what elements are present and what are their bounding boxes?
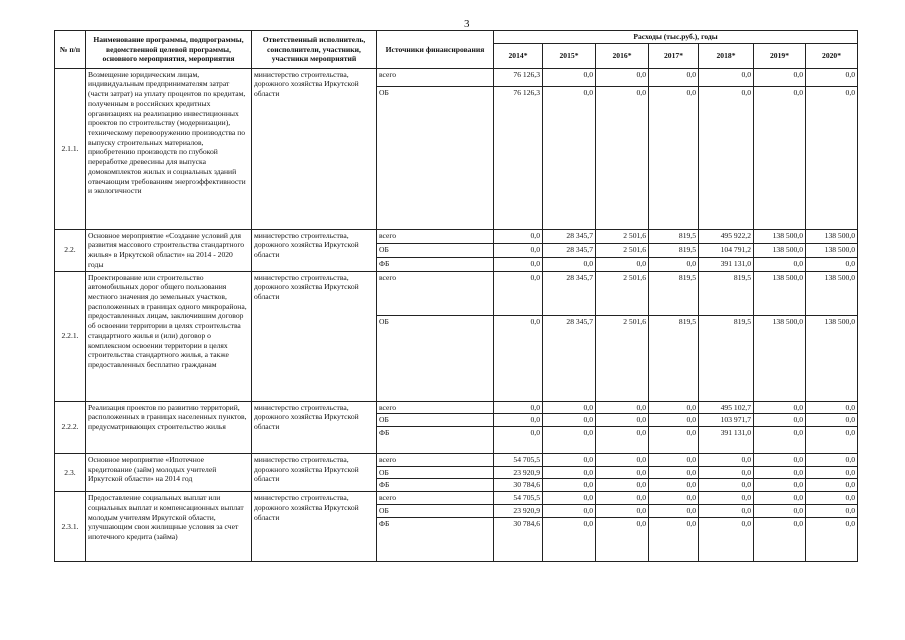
expense-value: 23 920,9 [494, 466, 543, 479]
expense-value: 391 131,0 [699, 257, 754, 271]
expense-value: 0,0 [699, 466, 754, 479]
item-number: 2.2.2. [55, 401, 86, 453]
table-row [55, 68, 858, 86]
expense-value: 0,0 [649, 466, 699, 479]
funding-source: всего [377, 492, 494, 505]
expense-value: 0,0 [543, 466, 596, 479]
expense-value: 0,0 [806, 466, 858, 479]
expense-value: 0,0 [543, 414, 596, 427]
header-name: Наименование программы, подпрограммы, ведомственной целевой программы, основного мероприятия, мероприятия [86, 31, 252, 69]
expense-value: 28 345,7 [543, 229, 596, 243]
expense-value: 0,0 [543, 479, 596, 492]
budget-table [54, 30, 858, 562]
expense-value: 0,0 [806, 427, 858, 454]
expense-value: 0,0 [754, 401, 806, 414]
expense-value: 0,0 [494, 401, 543, 414]
table-body [55, 68, 858, 561]
expense-value: 819,5 [649, 229, 699, 243]
expense-value: 0,0 [649, 454, 699, 467]
expense-value: 0,0 [596, 401, 649, 414]
expense-value: 0,0 [494, 229, 543, 243]
expense-value: 54 705,5 [494, 454, 543, 467]
item-number: 2.3.1. [55, 492, 86, 561]
year-header: 2018* [699, 43, 754, 68]
expense-value: 76 126,3 [494, 68, 543, 86]
expense-value: 0,0 [649, 479, 699, 492]
header-source: Источники финансирования [377, 31, 494, 69]
expense-value: 0,0 [754, 86, 806, 229]
expense-value: 0,0 [494, 271, 543, 315]
funding-source: ОБ [377, 86, 494, 229]
item-executor: министерство строительства, дорожного хозяйства Иркутской области [252, 68, 377, 229]
expense-value: 0,0 [754, 492, 806, 505]
header-row [55, 31, 858, 44]
expense-value: 0,0 [494, 243, 543, 257]
funding-source: всего [377, 68, 494, 86]
item-executor: министерство строительства, дорожного хозяйства Иркутской области [252, 492, 377, 561]
expense-value: 0,0 [494, 414, 543, 427]
expense-value: 0,0 [649, 68, 699, 86]
year-header: 2017* [649, 43, 699, 68]
expense-value: 0,0 [494, 315, 543, 401]
expense-value: 138 500,0 [806, 315, 858, 401]
expense-value: 0,0 [699, 86, 754, 229]
expense-value: 391 131,0 [699, 427, 754, 454]
expense-value: 0,0 [596, 504, 649, 517]
expense-value: 54 705,5 [494, 492, 543, 505]
funding-source: ОБ [377, 315, 494, 401]
item-number: 2.2. [55, 229, 86, 271]
expense-value: 0,0 [543, 492, 596, 505]
item-name: Предоставление социальных выплат или социальных выплат и компенсационных выплат молодым учителям Иркутской области, улучшающим свои жилищные условия за счет ипотечного кредита (займа) [86, 492, 252, 561]
table-row [55, 229, 858, 243]
expense-value: 0,0 [543, 454, 596, 467]
funding-source: всего [377, 229, 494, 243]
item-executor: министерство строительства, дорожного хозяйства Иркутской области [252, 229, 377, 271]
expense-value: 0,0 [806, 68, 858, 86]
expense-value: 2 501,6 [596, 229, 649, 243]
expense-value: 0,0 [806, 86, 858, 229]
item-executor: министерство строительства, дорожного хозяйства Иркутской области [252, 454, 377, 492]
expense-value: 0,0 [806, 517, 858, 561]
funding-source: ФБ [377, 517, 494, 561]
expense-value: 0,0 [543, 504, 596, 517]
expense-value: 0,0 [596, 517, 649, 561]
expense-value: 0,0 [543, 401, 596, 414]
expense-value: 28 345,7 [543, 243, 596, 257]
expense-value: 0,0 [596, 414, 649, 427]
expense-value: 138 500,0 [806, 243, 858, 257]
expense-value: 0,0 [754, 479, 806, 492]
expense-value: 495 922,2 [699, 229, 754, 243]
table-row [55, 454, 858, 467]
expense-value: 2 501,6 [596, 271, 649, 315]
header-executor: Ответственный исполнитель, соисполнители, участники, участники мероприятий [252, 31, 377, 69]
expense-value: 0,0 [596, 479, 649, 492]
expense-value: 0,0 [494, 427, 543, 454]
expense-value: 0,0 [494, 257, 543, 271]
expense-value: 0,0 [699, 68, 754, 86]
year-header: 2015* [543, 43, 596, 68]
expense-value: 0,0 [596, 68, 649, 86]
funding-source: всего [377, 271, 494, 315]
item-name: Возмещение юридическим лицам, индивидуальным предпринимателям затрат (части затрат) на уплату процентов по кредитам, полученным в российских кредитных организациях на реализацию инвестиционных проектов по строительству (модернизации), техническому перевооружению производства по выпуску строительных материалов, приобретению производств по глубокой переработке древесины для выпуска домокомплектов жилых и социальных зданий отвечающим требованиям энергоэффективности и экологичности [86, 68, 252, 229]
expense-value: 138 500,0 [806, 229, 858, 243]
item-executor: министерство строительства, дорожного хозяйства Иркутской области [252, 401, 377, 453]
item-name: Основное мероприятие «Ипотечное кредитование (займ) молодых учителей Иркутской области» на 2014 год [86, 454, 252, 492]
item-name: Реализация проектов по развитию территорий, расположенных в границах населенных пунктов, предусматривающих строительство жилья [86, 401, 252, 453]
expense-value: 0,0 [649, 517, 699, 561]
expense-value: 0,0 [806, 504, 858, 517]
expense-value: 23 920,9 [494, 504, 543, 517]
header-num: № п/п [55, 31, 86, 69]
expense-value: 0,0 [754, 68, 806, 86]
item-number: 2.3. [55, 454, 86, 492]
expense-value: 138 500,0 [806, 271, 858, 315]
expense-value: 138 500,0 [754, 229, 806, 243]
expense-value: 28 345,7 [543, 271, 596, 315]
expense-value: 0,0 [649, 504, 699, 517]
expense-value: 0,0 [754, 466, 806, 479]
item-name: Проектирование или строительство автомобильных дорог общего пользования местного значения до земельных участков, расположенных в границах одного микрорайона, предоставленных лицам, заключившим договор об освоении территории в целях строительства стандартного жилья и (или) договор о комплексном освоении территории в целях строительства стандартного жилья, а также предоставленных бесплатно гражданам [86, 271, 252, 401]
table-row [55, 401, 858, 414]
expense-value: 138 500,0 [754, 315, 806, 401]
table-row [55, 492, 858, 505]
expense-value: 0,0 [596, 492, 649, 505]
expense-value: 0,0 [754, 504, 806, 517]
expense-value: 30 784,6 [494, 479, 543, 492]
expense-value: 0,0 [596, 466, 649, 479]
expense-value: 0,0 [543, 257, 596, 271]
expense-value: 819,5 [649, 243, 699, 257]
expense-value: 0,0 [596, 427, 649, 454]
expense-value: 0,0 [649, 86, 699, 229]
expense-value: 0,0 [754, 427, 806, 454]
expense-value: 30 784,6 [494, 517, 543, 561]
funding-source: ОБ [377, 466, 494, 479]
expense-value: 0,0 [596, 257, 649, 271]
expense-value: 0,0 [699, 504, 754, 517]
expense-value: 0,0 [754, 517, 806, 561]
year-header: 2019* [754, 43, 806, 68]
year-header: 2014* [494, 43, 543, 68]
expense-value: 0,0 [543, 86, 596, 229]
expense-value: 0,0 [649, 427, 699, 454]
item-number: 2.1.1. [55, 68, 86, 229]
header-expenses: Расходы (тыс.руб.), годы [494, 31, 858, 44]
expense-value: 0,0 [543, 68, 596, 86]
page-number: 3 [464, 18, 470, 30]
expense-value: 819,5 [699, 271, 754, 315]
expense-value: 0,0 [754, 414, 806, 427]
expense-value: 0,0 [543, 517, 596, 561]
expense-value: 0,0 [699, 454, 754, 467]
expense-value: 104 791,2 [699, 243, 754, 257]
year-header: 2016* [596, 43, 649, 68]
expense-value: 0,0 [649, 401, 699, 414]
expense-value: 0,0 [543, 427, 596, 454]
expense-value: 0,0 [806, 454, 858, 467]
expense-value: 2 501,6 [596, 315, 649, 401]
expense-value: 819,5 [699, 315, 754, 401]
funding-source: ОБ [377, 243, 494, 257]
expense-value: 495 102,7 [699, 401, 754, 414]
expense-value: 0,0 [596, 454, 649, 467]
funding-source: ФБ [377, 427, 494, 454]
funding-source: ОБ [377, 414, 494, 427]
expense-value: 0,0 [806, 492, 858, 505]
item-number: 2.2.1. [55, 271, 86, 401]
expense-value: 0,0 [649, 492, 699, 505]
expense-value: 0,0 [649, 414, 699, 427]
expense-value: 819,5 [649, 271, 699, 315]
expense-value: 0,0 [699, 492, 754, 505]
expense-value: 819,5 [649, 315, 699, 401]
expense-value: 138 500,0 [754, 243, 806, 257]
funding-source: ОБ [377, 504, 494, 517]
funding-source: всего [377, 401, 494, 414]
funding-source: всего [377, 454, 494, 467]
expense-value: 103 971,7 [699, 414, 754, 427]
expense-value: 138 500,0 [754, 271, 806, 315]
expense-value: 0,0 [806, 257, 858, 271]
expense-value: 2 501,6 [596, 243, 649, 257]
expense-value: 0,0 [754, 454, 806, 467]
item-executor: министерство строительства, дорожного хозяйства Иркутской области [252, 271, 377, 401]
expense-value: 0,0 [754, 257, 806, 271]
expense-value: 76 126,3 [494, 86, 543, 229]
expense-value: 0,0 [806, 414, 858, 427]
expense-value: 0,0 [699, 517, 754, 561]
table-row [55, 271, 858, 315]
expense-value: 28 345,7 [543, 315, 596, 401]
item-name: Основное мероприятие «Создание условий для развития массового строительства стандартного жилья» в Иркутской области» на 2014 - 2020 годы [86, 229, 252, 271]
funding-source: ФБ [377, 257, 494, 271]
expense-value: 0,0 [649, 257, 699, 271]
expense-value: 0,0 [699, 479, 754, 492]
funding-source: ФБ [377, 479, 494, 492]
expense-value: 0,0 [806, 401, 858, 414]
year-header: 2020* [806, 43, 858, 68]
expense-value: 0,0 [596, 86, 649, 229]
expense-value: 0,0 [806, 479, 858, 492]
